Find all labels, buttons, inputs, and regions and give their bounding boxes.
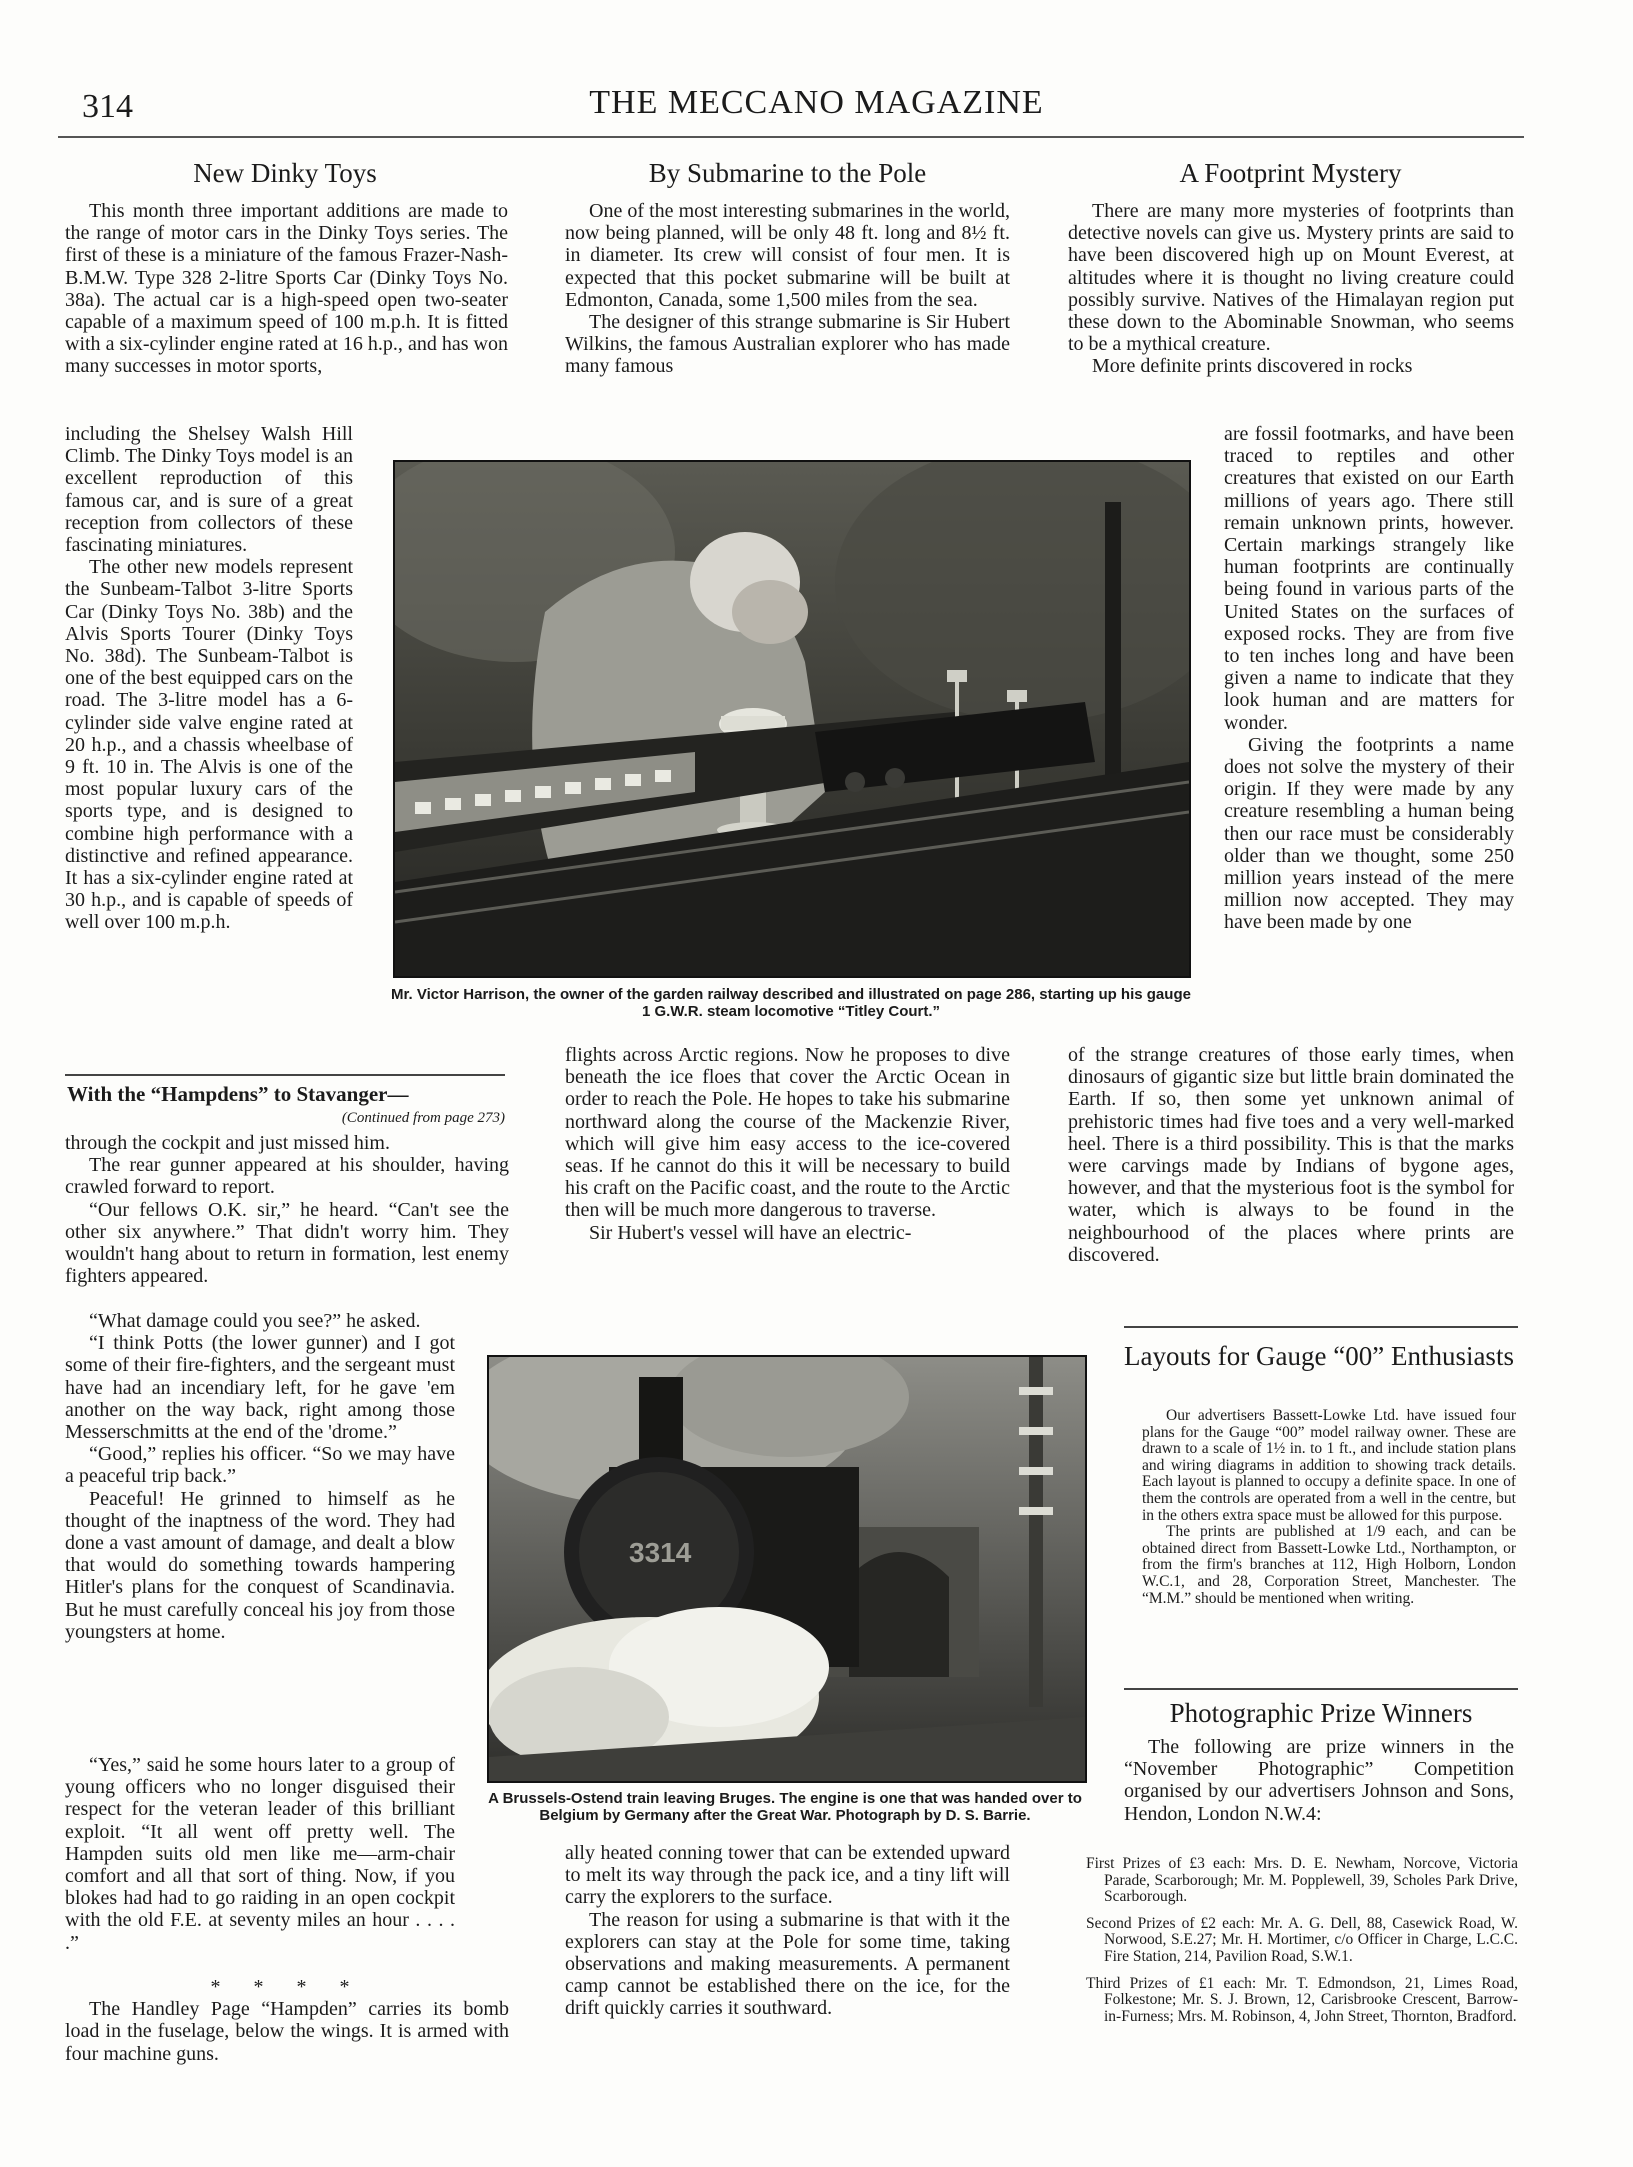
prize-third: Third Prizes of £1 each: Mr. T. Edmondson, 21, Limes Road, Folkestone; Mr. S. J. Brown, 12, Carisbrooke Crescent, Barrow-in-Furness; Mrs. M. Robinson, 4, John Street, Thornton, Bradford.: [1086, 1974, 1518, 2025]
dinky-paragraph: The other new models represent the Sunbeam-Talbot 3-litre Sports Car (Dinky Toys No. 38b) and the Alvis Sports Tourer (Dinky Toys No. 38d). The Sunbeam-Talbot is one of the best equipped cars on the road. The 3-litre model has a 6-cylinder side valve engine rated at 20 h.p., and a chassis wheelbase of 9 ft. 10 in. The Alvis is one of the most popular luxury cars of the sports type, and is designed to combine high performance with a distinctive and refined appearance. It has a six-cylinder engine rated at 30 h.p., and is capable of speeds of well over 100 m.p.h.: [65, 556, 353, 934]
hampdens-paragraph: “Good,” replies his officer. “So we may have a peaceful trip back.”: [65, 1443, 455, 1488]
prizes-intro: [1124, 1736, 1514, 1825]
hampdens-paragraph: “I think Potts (the lower gunner) and I got some of their fire-fighters, and the sergeant must have had an incendiary left, for he gave 'em another on the way back, right among those Messerschmitts at the end of the 'drome.”: [65, 1332, 455, 1444]
prize-first: First Prizes of £3 each: Mrs. D. E. Newham, Norcove, Victoria Parade, Scarborough; Mr. M. Popplewell, 39, Scholes Park Drive, Scarborough.: [1086, 1855, 1518, 1906]
hampdens-paragraph: “Our fellows O.K. sir,” he heard. “Can't see the other six anywhere.” That didn't worry him. They wouldn't hang about to return in formation, lest enemy fighters appeared.: [65, 1198, 509, 1288]
submarine-paragraph: One of the most interesting submarines in the world, now being planned, will be only 48 ft. long and 8½ ft. in diameter. Its crew will consist of four men. It is expected that this pocket submarine will be built at Edmonton, Canada, some 1,500 miles from the sea.: [565, 200, 1010, 311]
footprint-wide-bottom: [1068, 1044, 1514, 1266]
submarine-paragraph: ally heated conning tower that can be extended upward to melt its way through the pack ice, and a tiny lift will carry the explorers to the surface.: [565, 1842, 1010, 1909]
dinky-heading: New Dinky Toys: [193, 158, 377, 188]
header-rule: [58, 136, 1524, 138]
hampdens-heading: With the “Hampdens” to Stavanger—: [67, 1082, 409, 1106]
hampdens-paragraph: “Yes,” said he some hours later to a group of young officers who no longer disguised their respect for the veteran leader of this brilliant exploit. “It all went off pretty well. The Hampden suits old men like me—arm-chair comfort and all that sort of thing. Now, if you blokes had had to go raiding in an open cockpit with the old F.E. at seventy miles an hour . . . . .”: [65, 1754, 455, 1954]
footprint-heading: A Footprint Mystery: [1179, 158, 1402, 188]
footprint-paragraph: are fossil footmarks, and have been traced to reptiles and other creatures that existed on our Earth millions of years ago. There still remain unknown prints, however. Certain markings strangely like human footprints are continually being found in various parts of the United States on the surfaces of exposed rocks. They are from five to ten inches long and have been given a name to indicate that they look human and are matters for wonder.: [1224, 423, 1514, 734]
footprint-narrow: [1224, 423, 1514, 934]
layouts-paragraph: The prints are published at 1/9 each, and can be obtained direct from Bassett-Lowke Ltd., Northampton, or from the firm's branches at 112, High Holborn, London W.C.1, and 28, Corporation Street, Manchester. The “M.M.” should be mentioned when writing.: [1142, 1523, 1516, 1607]
dinky-para1-wide: [65, 200, 508, 378]
dinky-narrow-column: [65, 423, 353, 934]
prize-second: Second Prizes of £2 each: Mr. A. G. Dell, 88, Casewick Road, W. Norwood, S.E.27; Mr. H. Mortimer, c/o Officer in Charge, L.C.C. Fire Station, 214, Pavilion Road, S.W.1.: [1086, 1914, 1518, 1965]
submarine-paragraph: flights across Arctic regions. Now he proposes to dive beneath the ice floes that cover the Arctic Ocean in order to reach the Pole. He hopes to take his submarine northward along the course of the Mackenzie River, which will give him easy access to the ice-covered seas. If he cannot do this it will be necessary to build his craft on the Pacific coast, and the route to the Arctic then will be much more dangerous to traverse.: [565, 1044, 1010, 1222]
hampdens-paragraph: Peaceful! He grinned to himself as he thought of the inaptness of the word. They had done a vast amount of damage, and dealt a blow that would do something towards hampering Hitler's plans for the conquest of Scandinavia. But he must carefully conceal his joy from those youngsters at home.: [65, 1487, 455, 1643]
hampdens-paragraph: “What damage could you see?” he asked.: [89, 1310, 421, 1332]
submarine-paragraph: Sir Hubert's vessel will have an electric-: [589, 1221, 912, 1244]
submarine-bottom: [565, 1842, 1010, 2020]
hampdens-paragraph: through the cockpit and just missed him.: [65, 1132, 390, 1154]
footprint-paragraph: of the strange creatures of those early times, when dinosaurs of gigantic size but little brain dominated the Earth. If so, then some yet unknown animal of prehistoric times had five toes and a very well-marked heel. There is a third possibility. This is that the marks were carvings made by Indians of bygone ages, however, and that the mysterious foot is the symbol for water, which is always to be found in the neighbourhood of the places where prints are discovered.: [1068, 1044, 1514, 1266]
photo2-caption: A Brussels-Ostend train leaving Bruges. The engine is one that was handed over to Belgium by Germany after the Great War. Photograph by D. S. Barrie.: [488, 1790, 1082, 1824]
submarine-middle: [565, 1044, 1010, 1244]
section-rule: [1124, 1326, 1518, 1328]
hampdens-paragraph: The Handley Page “Hampden” carries its bomb load in the fuselage, below the wings. It is armed with four machine guns.: [65, 1998, 509, 2065]
garden-railway-photo: [393, 460, 1191, 978]
hampdens-narrow-tail: [65, 1754, 455, 1954]
footprint-paragraph: More definite prints discovered in rocks: [1092, 355, 1413, 378]
hampdens-lower: [65, 1976, 509, 2065]
dinky-paragraph: including the Shelsey Walsh Hill Climb. The Dinky Toys model is an excellent reproduction of this famous car, and is sure of a great reception from collectors of these fascinating miniatures.: [65, 423, 353, 557]
submarine-top: [565, 200, 1010, 378]
submarine-heading: By Submarine to the Pole: [648, 158, 927, 188]
submarine-paragraph: The designer of this strange submarine is Sir Hubert Wilkins, the famous Australian explorer who has made many famous: [565, 311, 1010, 378]
layouts-heading: Layouts for Gauge “00” Enthusiasts: [1124, 1341, 1514, 1371]
footprint-wide-top: [1068, 200, 1514, 378]
prizes-paragraph: The following are prize winners in the “November Photographic” Competition organised by our advertisers Johnson and Sons, Hendon, London N.W.4:: [1124, 1736, 1514, 1825]
prizes-heading: Photographic Prize Winners: [1169, 1698, 1473, 1728]
layouts-body: [1142, 1408, 1516, 1607]
section-rule: [65, 1074, 505, 1076]
submarine-paragraph: The reason for using a submarine is that with it the explorers can stay at the Pole for some time, taking observations and making measurements. A permanent camp cannot be established there on the ice, for the drift quickly carries it southward.: [565, 1908, 1010, 2020]
footprint-paragraph: There are many more mysteries of footprints than detective novels can give us. Mystery prints are said to have been discovered high up on Mount Everest, at altitudes where it is thought no living creature could possibly survive. Natives of the Himalayan region put these down to the Abominable Snowman, who seems to be a mythical creature.: [1068, 200, 1514, 356]
page-number: 314: [82, 88, 133, 125]
engine-number: 3314: [629, 1537, 692, 1568]
bruges-train-illustration: [489, 1357, 1085, 1781]
garden-railway-illustration: [395, 462, 1189, 976]
magazine-title: THE MECCANO MAGAZINE: [589, 84, 1044, 121]
section-rule: [1124, 1688, 1518, 1690]
hampdens-paragraph: The rear gunner appeared at his shoulder, having crawled forward to report.: [65, 1154, 509, 1199]
photo1-caption: Mr. Victor Harrison, the owner of the garden railway described and illustrated on page 286, starting up his gauge 1 G.W.R. steam locomotive “Titley Court.”: [391, 986, 1191, 1020]
hampdens-upper: [65, 1132, 509, 1287]
bruges-train-photo: [487, 1355, 1087, 1783]
hampdens-middle: [65, 1310, 455, 1643]
layouts-paragraph: Our advertisers Bassett-Lowke Ltd. have issued four plans for the Gauge “00” model railway owner. These are drawn to a scale of 1½ in. to 1 ft., and include station plans and wiring diagrams in addition to showing track details. Each layout is planned to occupy a definite space. In one of them the controls are operated from a well in the centre, but in the others extra space must be allowed for this purpose.: [1142, 1407, 1516, 1524]
continued-note: (Continued from page 273): [341, 1110, 505, 1126]
footprint-paragraph: Giving the footprints a name does not solve the mystery of their origin. If they were made by any creature resembling a human being then our race must be considerably older than we thought, some 250 million years instead of the mere million now accepted. They may have been made by one: [1224, 733, 1514, 934]
dinky-paragraph: This month three important additions are made to the range of motor cars in the Dinky Toys series. The first of these is a miniature of the famous Frazer-Nash-B.M.W. Type 328 2-litre Sports Car (Dinky Toys No. 38a). The actual car is a high-speed open two-seater capable of a maximum speed of 100 m.p.h. It is fitted with a six-cylinder engine rated at 16 h.p., and has won many successes in motor sports,: [65, 200, 508, 378]
prizes-list: [1086, 1856, 1518, 2035]
section-stars: * * * *: [210, 1976, 364, 1998]
